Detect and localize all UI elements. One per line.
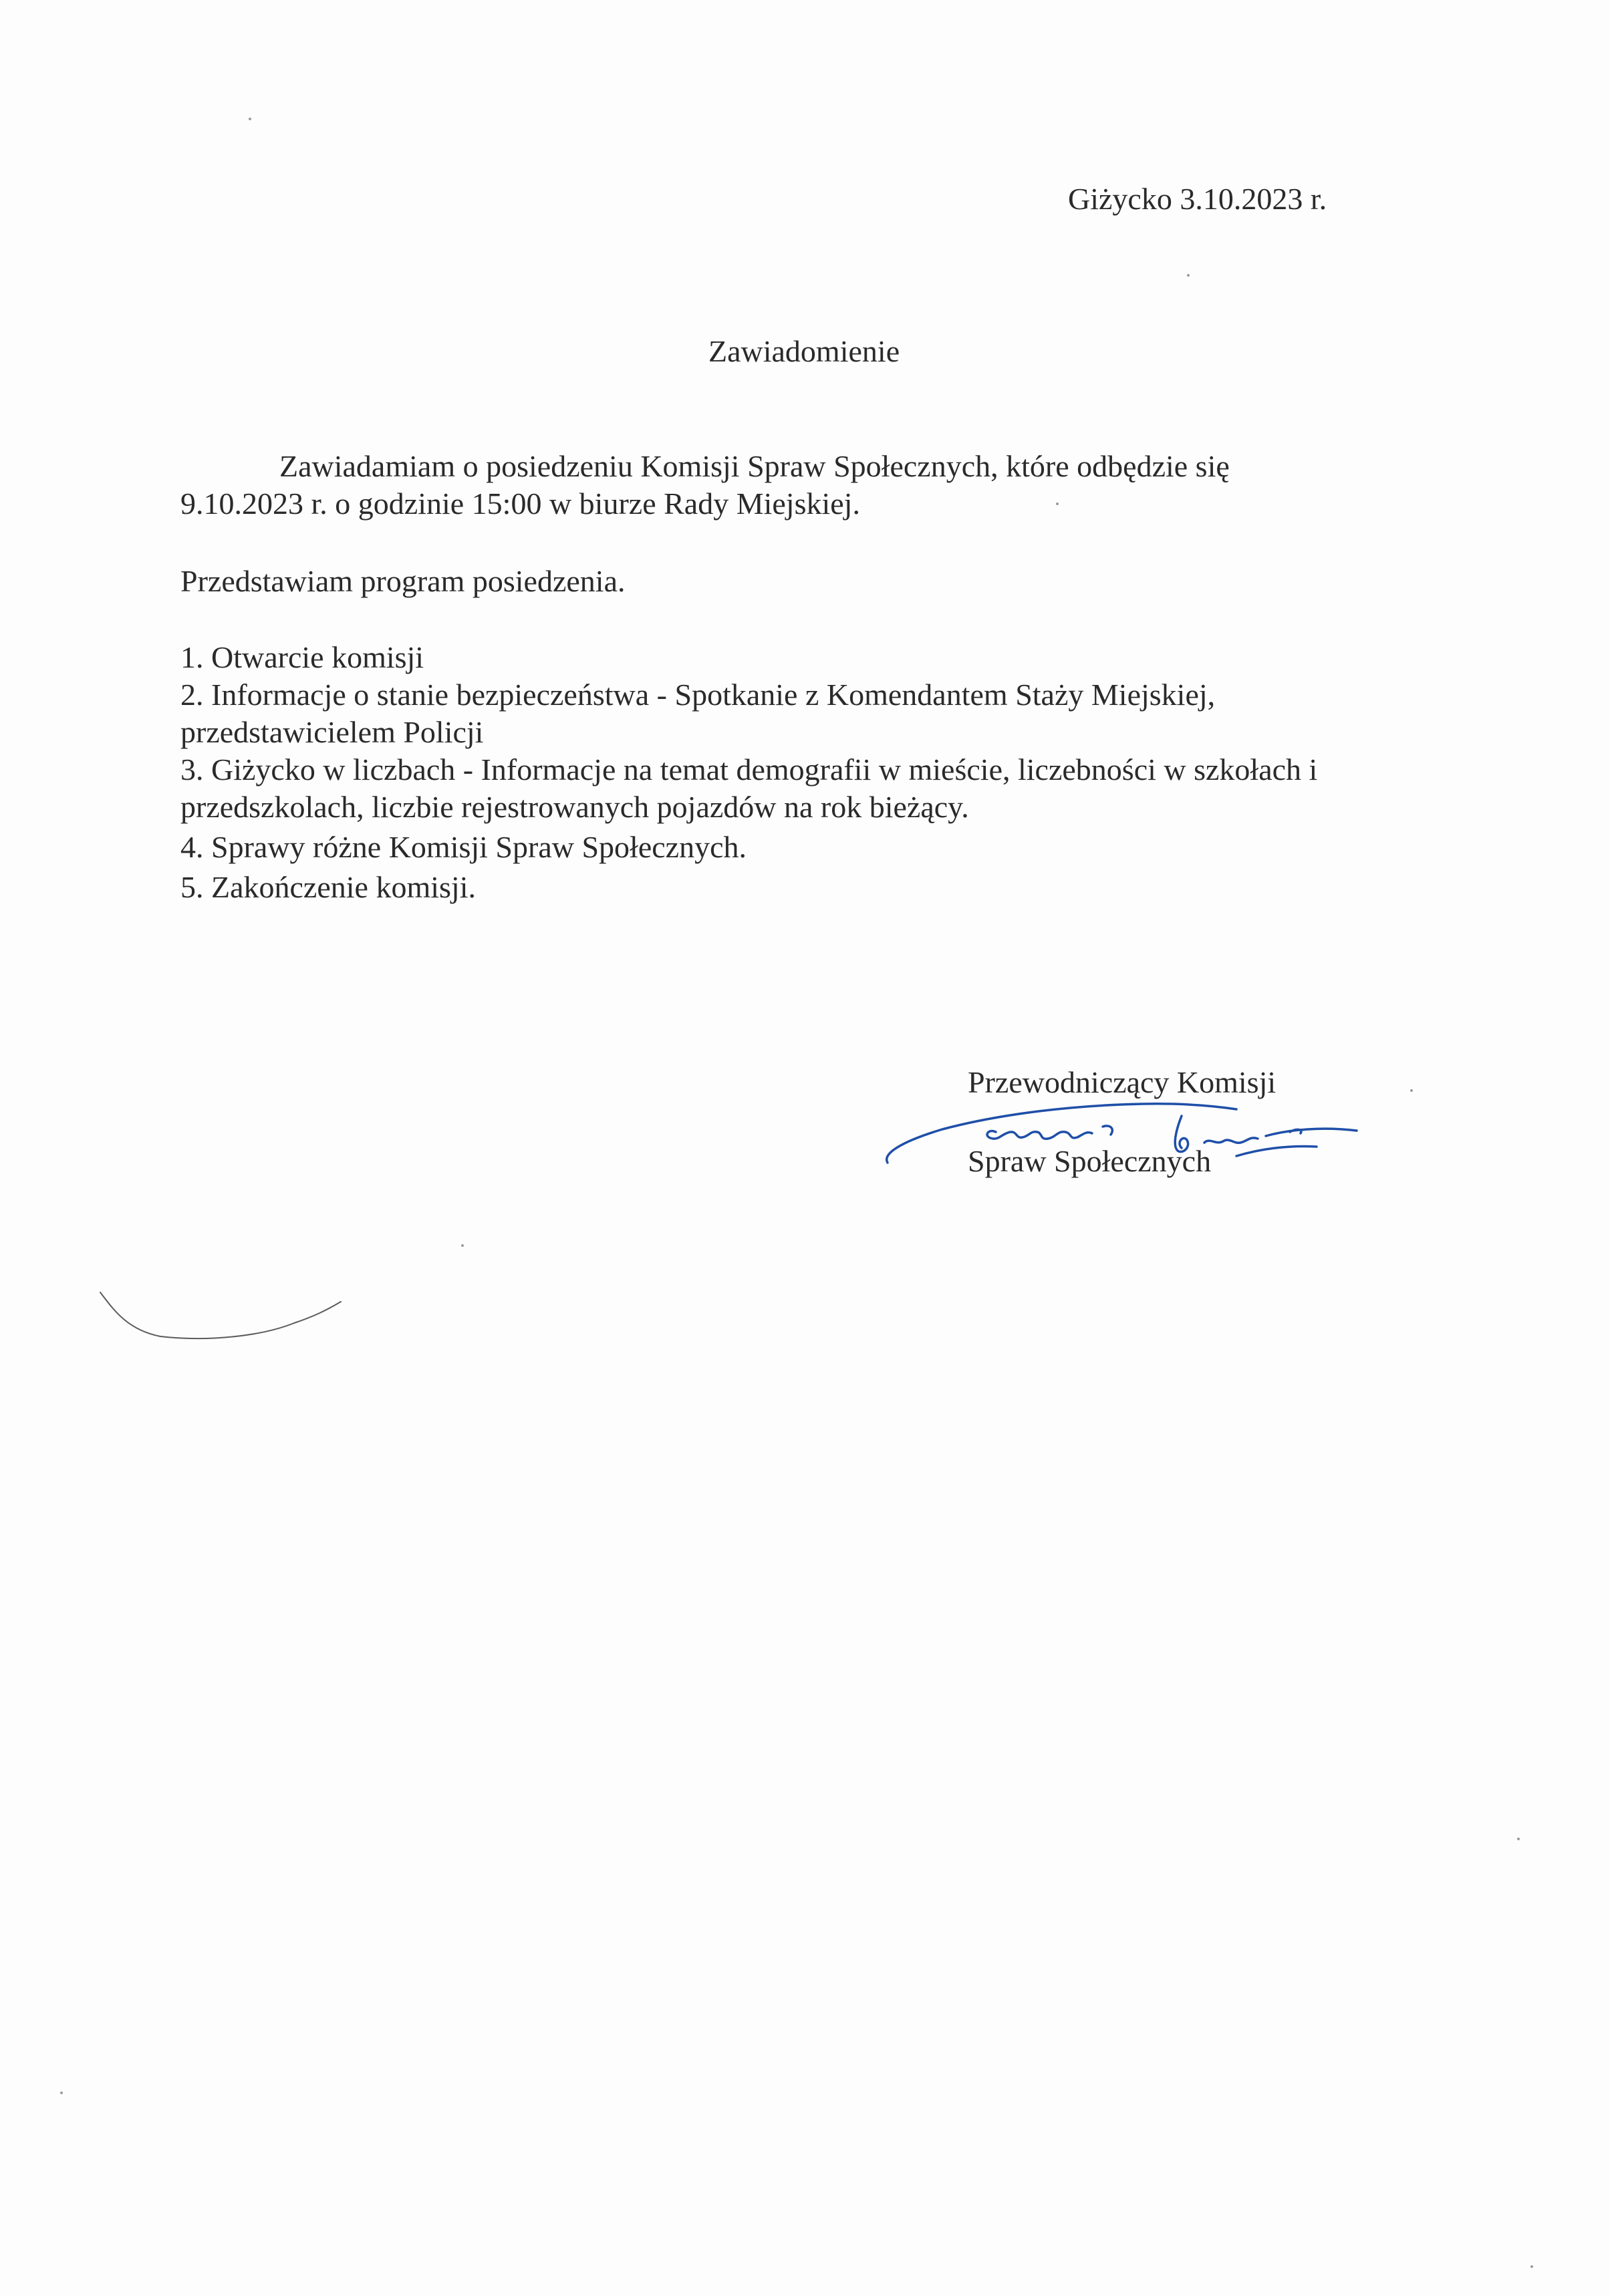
scan-speck — [461, 1244, 464, 1247]
stray-pen-mark — [94, 1290, 361, 1343]
agenda-item-1: 1. Otwarcie komisji — [180, 640, 424, 674]
agenda-item-3-line-2: przedszkolach, liczbie rejestrowanych pojazdów na rok bieżący. — [180, 790, 969, 824]
agenda-item-5: 5. Zakończenie komisji. — [180, 870, 476, 904]
agenda-item-2-line-2: przedstawicielem Policji — [180, 715, 484, 749]
scan-speck — [1056, 503, 1059, 505]
signatory-title-line-1: Przewodniczący Komisji — [968, 1065, 1277, 1099]
intro-paragraph-line-2: 9.10.2023 r. o godzinie 15:00 w biurze Rady Miejskiej. — [180, 486, 860, 521]
agenda-item-2-line-1: 2. Informacje o stanie bezpieczeństwa - Spotkanie z Komendantem Staży Miejskiej, — [180, 678, 1216, 712]
scan-speck — [1517, 1838, 1520, 1840]
intro-paragraph-line-1: Zawiadamiam o posiedzeniu Komisji Spraw Społecznych, które odbędzie się — [279, 449, 1230, 483]
place-and-date: Giżycko 3.10.2023 r. — [1068, 182, 1327, 216]
scan-speck — [1530, 2265, 1533, 2268]
scan-speck — [249, 118, 251, 120]
agenda-item-3-line-1: 3. Giżycko w liczbach - Informacje na temat demografii w mieście, liczebności w szkołach i — [180, 752, 1318, 786]
document-title: Zawiadomienie — [708, 334, 900, 368]
scan-speck — [1410, 1089, 1413, 1092]
agenda-item-4: 4. Sprawy różne Komisji Spraw Społecznych. — [180, 830, 747, 864]
program-intro: Przedstawiam program posiedzenia. — [180, 564, 626, 598]
scan-speck — [1187, 274, 1190, 277]
scan-speck — [60, 2092, 63, 2094]
signatory-title-line-2: Spraw Społecznych — [968, 1144, 1212, 1178]
